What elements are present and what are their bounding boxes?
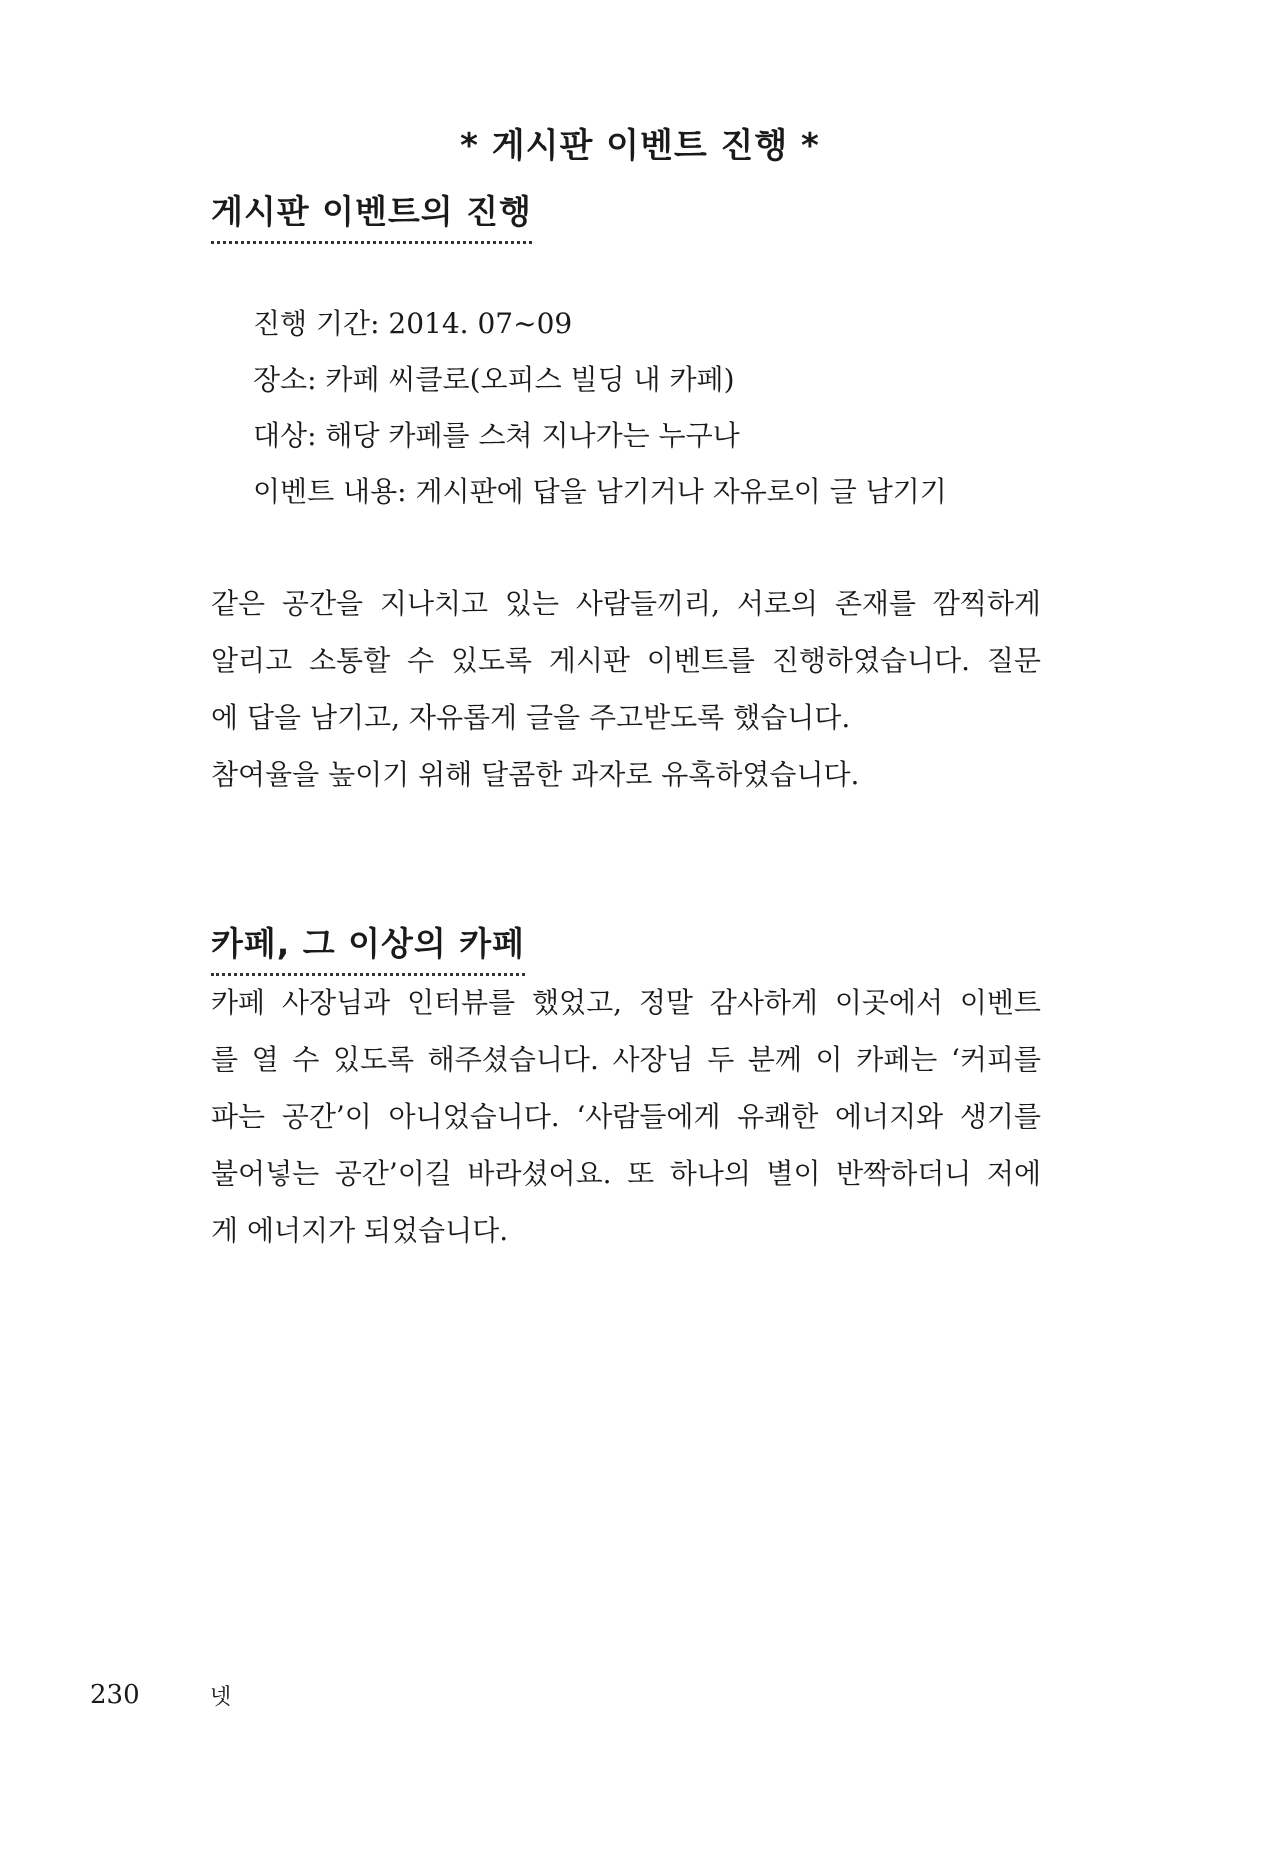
paragraph-line: 를 열 수 있도록 해주셨습니다. 사장님 두 분께 이 카페는 ‘커피를 bbox=[211, 1043, 1041, 1076]
info-item-audience: 대상: 해당 카페를 스쳐 지나가는 누구나 bbox=[253, 419, 740, 452]
paragraph-line: 에 답을 남기고, 자유롭게 글을 주고받도록 했습니다. bbox=[211, 701, 851, 734]
paragraph-line: 같은 공간을 지나치고 있는 사람들끼리, 서로의 존재를 깜찍하게 bbox=[211, 587, 1041, 620]
section-heading-board-event: 게시판 이벤트의 진행 bbox=[211, 186, 532, 244]
chapter-label: 넷 bbox=[210, 1685, 232, 1710]
paragraph-line: 참여율을 높이기 위해 달콤한 과자로 유혹하였습니다. bbox=[211, 758, 860, 791]
board-event-paragraph bbox=[211, 575, 1041, 803]
page-title: * 게시판 이벤트 진행 * bbox=[460, 126, 820, 166]
info-item-period: 진행 기간: 2014. 07~09 bbox=[253, 307, 573, 340]
page-number: 230 bbox=[90, 1680, 140, 1710]
info-item-content: 이벤트 내용: 게시판에 답을 남기거나 자유로이 글 남기기 bbox=[253, 475, 947, 508]
section-heading-beyond-cafe: 카페, 그 이상의 카페 bbox=[211, 918, 525, 976]
page-footer bbox=[0, 1680, 1280, 1720]
paragraph-line: 알리고 소통할 수 있도록 게시판 이벤트를 진행하였습니다. 질문 bbox=[211, 644, 1041, 677]
paragraph-line: 게 에너지가 되었습니다. bbox=[211, 1214, 509, 1247]
paragraph-line: 불어넣는 공간’이길 바라셨어요. 또 하나의 별이 반짝하더니 저에 bbox=[211, 1157, 1041, 1190]
event-info-list bbox=[253, 296, 947, 520]
paragraph-line: 카페 사장님과 인터뷰를 했었고, 정말 감사하게 이곳에서 이벤트 bbox=[211, 986, 1041, 1019]
info-item-place: 장소: 카페 씨클로(오피스 빌딩 내 카페) bbox=[253, 363, 735, 396]
paragraph-line: 파는 공간’이 아니었습니다. ‘사람들에게 유쾌한 에너지와 생기를 bbox=[211, 1100, 1041, 1133]
cafe-paragraph bbox=[211, 974, 1041, 1259]
